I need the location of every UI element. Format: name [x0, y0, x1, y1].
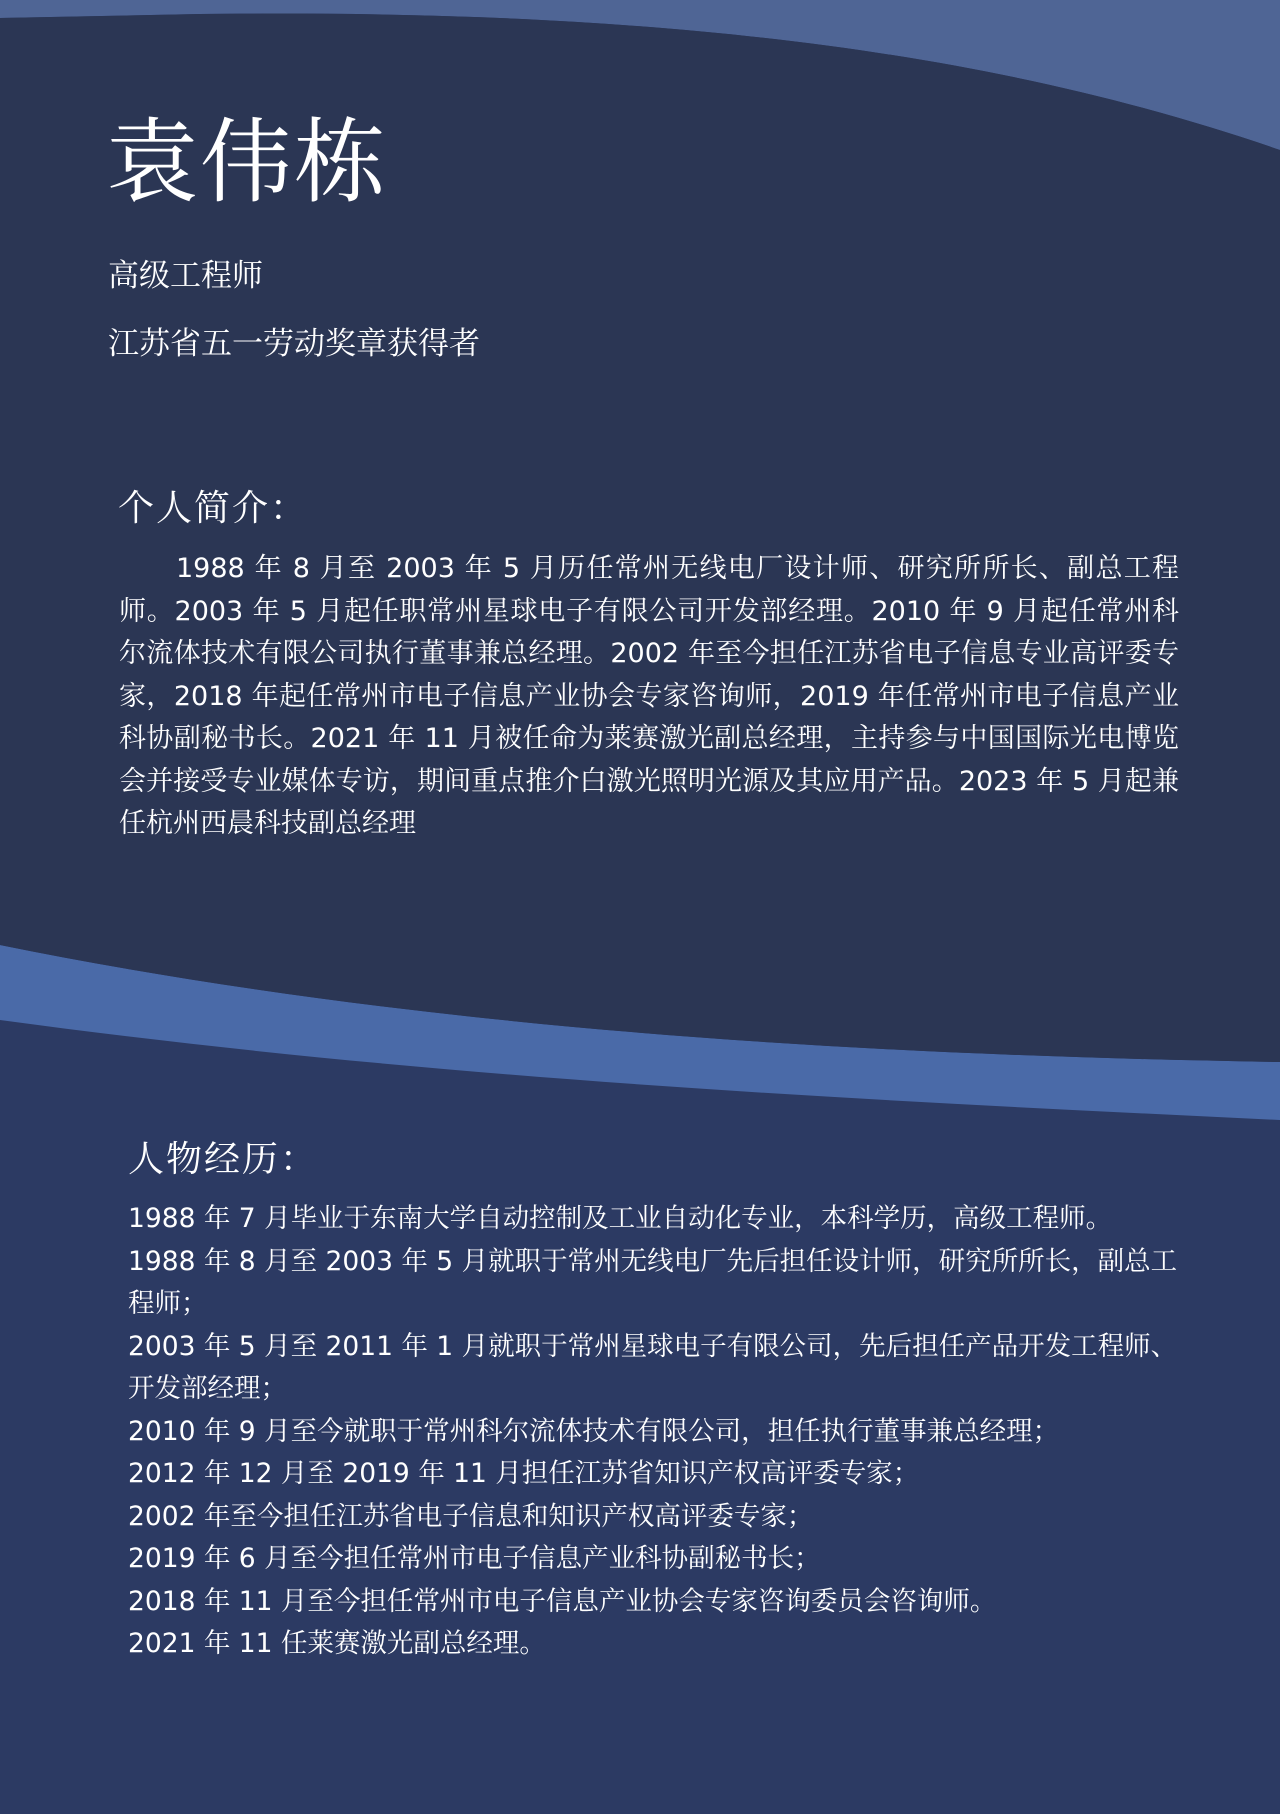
experience-item: 2003 年 5 月至 2011 年 1 月就职于常州星球电子有限公司，先后担任产品开发工程师、开发部经理；: [128, 1330, 1178, 1404]
person-name: 袁伟栋: [106, 109, 389, 216]
experience-item: 2021 年 11 任莱赛激光副总经理。: [128, 1628, 546, 1659]
intro-heading: 个人简介：: [118, 488, 309, 529]
experience-item: 2010 年 9 月至今就职于常州科尔流体技术有限公司，担任执行董事兼总经理；: [128, 1415, 1060, 1447]
experience-item: 2018 年 11 月至今担任常州市电子信息产业协会专家咨询委员会咨询师。: [128, 1585, 997, 1617]
experience-item: 1988 年 8 月至 2003 年 5 月就职于常州无线电厂先后担任设计师，研究所所长，副总工程师；: [128, 1245, 1178, 1319]
experience-item: 2012 年 12 月至 2019 年 11 月担任江苏省知识产权高评委专家；: [128, 1458, 920, 1489]
job-title: 高级工程师: [108, 258, 263, 294]
intro-paragraph: 1988 年 8 月至 2003 年 5 月历任常州无线电厂设计师、研究所所长、副总工程师。2003 年 5 月起任职常州星球电子有限公司开发部经理。2010 年 9 月起任常州科尔流体技术有限公司执行董事兼总经理。2002 年至今担任江苏省电子信息专业高评委专家，2018 年起任常州市电子信息产业协会专家咨询师，2019 年任常州市电子信息产业科协副秘书长。2021 年 11 月被任命为莱赛激光副总经理，主持参与中国国际光电博览会并接受专业媒体专访，期间重点推介白激光照明光源及其应用产品。2023 年 5 月起兼任杭州西晨科技副总经理: [119, 553, 1179, 839]
experience-heading: 人物经历：: [128, 1139, 319, 1180]
experience-item: 2002 年至今担任江苏省电子信息和知识产权高评委专家；: [128, 1500, 814, 1532]
honor-title: 江苏省五一劳动奖章获得者: [108, 326, 480, 362]
experience-list: [128, 1198, 1188, 1666]
experience-item: 1988 年 7 月毕业于东南大学自动控制及工业自动化专业，本科学历，高级工程师。: [128, 1203, 1113, 1234]
experience-item: 2019 年 6 月至今担任常州市电子信息产业科协副秘书长；: [128, 1543, 821, 1574]
